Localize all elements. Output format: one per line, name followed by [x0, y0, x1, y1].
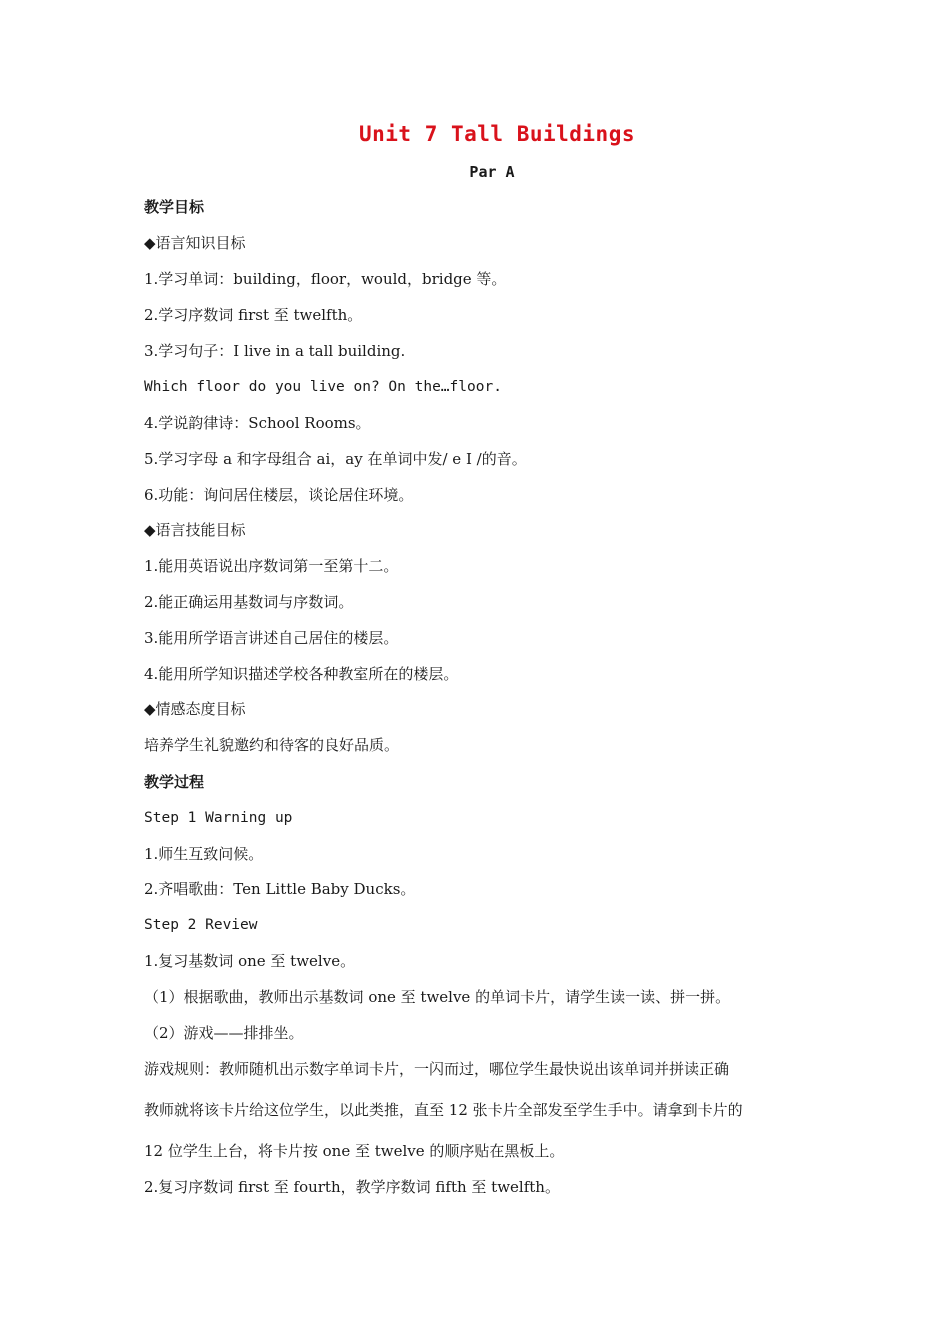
- paragraph-line: 教师就将该卡片给这位学生，以此类推，直至 12 张卡片全部发至学生手中。请拿到卡片的: [144, 1101, 743, 1119]
- paragraph-line: 6.功能：询问居住楼层，谈论居住环境。: [144, 486, 414, 504]
- paragraph-line: 3.能用所学语言讲述自己居住的楼层。: [144, 629, 399, 647]
- paragraph-line: 5.学习字母 a 和字母组合 ai，ay 在单词中发/ e I /的音。: [144, 450, 527, 468]
- paragraph-line: 3.学习句子：I live in a tall building.: [144, 342, 406, 360]
- document-subtitle: Par A: [469, 163, 515, 181]
- paragraph-line: 1.师生互致问候。: [144, 845, 264, 863]
- paragraph-line: 4.能用所学知识描述学校各种教室所在的楼层。: [144, 665, 459, 683]
- paragraph-line: 1.复习基数词 one 至 twelve。: [144, 952, 356, 970]
- step-heading: Step 2 Review: [144, 917, 258, 933]
- paragraph-line: 2.齐唱歌曲：Ten Little Baby Ducks。: [144, 880, 416, 898]
- paragraph-line: 12 位学生上台，将卡片按 one 至 twelve 的顺序贴在黑板上。: [144, 1142, 565, 1160]
- paragraph-line: （2）游戏——排排坐。: [144, 1024, 304, 1042]
- paragraph-line: 2.复习序数词 first 至 fourth，教学序数词 fifth 至 twelfth。: [144, 1178, 560, 1196]
- paragraph-line: 1.学习单词：building，floor，would，bridge 等。: [144, 270, 507, 288]
- paragraph-line: 2.学习序数词 first 至 twelfth。: [144, 306, 363, 324]
- paragraph-line: 2.能正确运用基数词与序数词。: [144, 593, 354, 611]
- paragraph-line: 游戏规则：教师随机出示数字单词卡片，一闪而过，哪位学生最快说出该单词并拼读正确: [144, 1060, 730, 1078]
- document-title: Unit 7 Tall Buildings: [358, 122, 635, 146]
- section-heading-process: 教学过程: [144, 773, 205, 791]
- paragraph-line: 1.能用英语说出序数词第一至第十二。: [144, 557, 399, 575]
- paragraph-line: Which floor do you live on? On the…floor.: [144, 379, 502, 395]
- step-heading: Step 1 Warning up: [144, 810, 293, 826]
- subheading-emotional-attitude: ◆情感态度目标: [144, 700, 246, 718]
- subheading-language-knowledge: ◆语言知识目标: [144, 234, 246, 252]
- paragraph-line: （1）根据歌曲，教师出示基数词 one 至 twelve 的单词卡片，请学生读一读、拼一拼。: [144, 988, 731, 1006]
- paragraph-line: 4.学说韵律诗：School Rooms。: [144, 414, 371, 432]
- paragraph-line: 培养学生礼貌邀约和待客的良好品质。: [144, 736, 400, 754]
- subheading-language-skills: ◆语言技能目标: [144, 521, 246, 539]
- section-heading-objectives: 教学目标: [144, 198, 205, 216]
